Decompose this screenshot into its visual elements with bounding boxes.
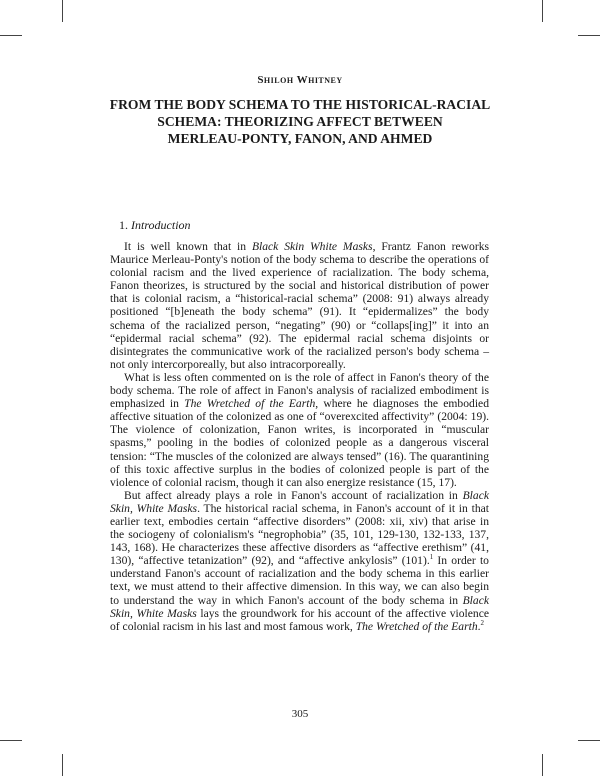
author-name: Shiloh Whitney [257, 74, 343, 86]
text-run: What is less often commented on is the role of affect in Fanon's theory of the body schema. The role of affect in Fanon's analysis of racialized embodiment is emphasized in [110, 370, 489, 411]
text-run: It is well known that in [124, 240, 252, 253]
section-number: 1. [119, 218, 128, 232]
crop-mark [578, 35, 600, 36]
crop-mark [0, 35, 22, 36]
italic-title: Black Skin, White Masks [110, 593, 489, 620]
footnote-marker[interactable]: 2 [480, 618, 485, 627]
crop-mark [542, 0, 543, 22]
text-run: But affect already plays a role in Fanon's account of racialization in [124, 488, 463, 502]
text-run: lays the groundwork for his account of the affective violence of colonial racism in his last and most famous work, [110, 606, 489, 633]
text-run: , where he diagnoses the embodied affective situation of the colonized as one of “overexcited affectivity” (2004: 19). The violence of colonization, Fanon writes, is incorporated in “muscular spasms,” pooling in the bodies of colonized people as a dangerous visceral tension: “The muscles of the colonized are always tensed” (16). The quarantining of this toxic affective surplus in the bodies of colonized people is part of the violence of colonial racism, though it can also energize resistance (15, 17). [110, 397, 489, 489]
body-text [110, 240, 489, 633]
crop-mark [542, 754, 543, 776]
text-run: . [477, 619, 481, 633]
text-run: , Frantz Fanon reworks Maurice Merleau-Ponty's notion of the body schema to describe the operations of colonial racism and the lived experience of racialization. The body schema, Fanon theorizes, is structured by the social and historical distribution of power that is colonial racism, a “historical-racial schema” (2008: 91) always already positioned “[b]eneath the body schema” (91). It “epidermalizes” the body schema of the racialized person, “negating” (90) or “collaps[ing]” it into an “epidermal racial schema” (92). The epidermal racial schema disjoints or disintegrates the communicative work of the racialized person's body schema – not only intercorporeally, but also intracorporeally. [110, 240, 490, 371]
section-heading [119, 218, 191, 233]
paragraph [110, 489, 489, 633]
paragraph [110, 371, 489, 489]
title-line: SCHEMA: THEORIZING AFFECT BETWEEN [157, 114, 443, 129]
article-title [100, 96, 500, 147]
italic-title: Black Skin White Masks [251, 240, 373, 253]
italic-title: The Wretched of the Earth [355, 619, 478, 633]
text-run: In order to understand Fanon's account of racialization and the body schema in this earlier text, we must attend to their affective dimension. In this way, we can also begin to understand the way in which Fanon's account of the body schema in [110, 554, 489, 607]
text-run: . The historical racial schema, in Fanon's account of it in that earlier text, embodies certain “affective disorders” (2008: xii, xiv) that arise in the sociogeny of colonialism's “negrophobia” (35, 101, 129-130, 132-133, 137, 143, 168). He characterizes these affective disorders as “affective erethism” (41, 130), “affective tetanization” (92), and “affective ankylosis” (101). [110, 501, 489, 568]
paragraph [110, 240, 489, 371]
crop-mark [62, 754, 63, 776]
title-line: FROM THE BODY SCHEMA TO THE HISTORICAL-RACIAL [109, 97, 491, 112]
crop-mark [62, 0, 63, 22]
italic-title: Black Skin, White Masks [110, 488, 489, 515]
crop-mark [578, 740, 600, 741]
title-line: MERLEAU-PONTY, FANON, AND AHMED [167, 131, 433, 146]
italic-title: The Wretched of the Earth [184, 397, 316, 411]
crop-mark [0, 740, 22, 741]
footnote-marker[interactable]: 1 [429, 553, 434, 562]
page-number: 305 [291, 708, 309, 720]
section-title: Introduction [131, 218, 191, 232]
